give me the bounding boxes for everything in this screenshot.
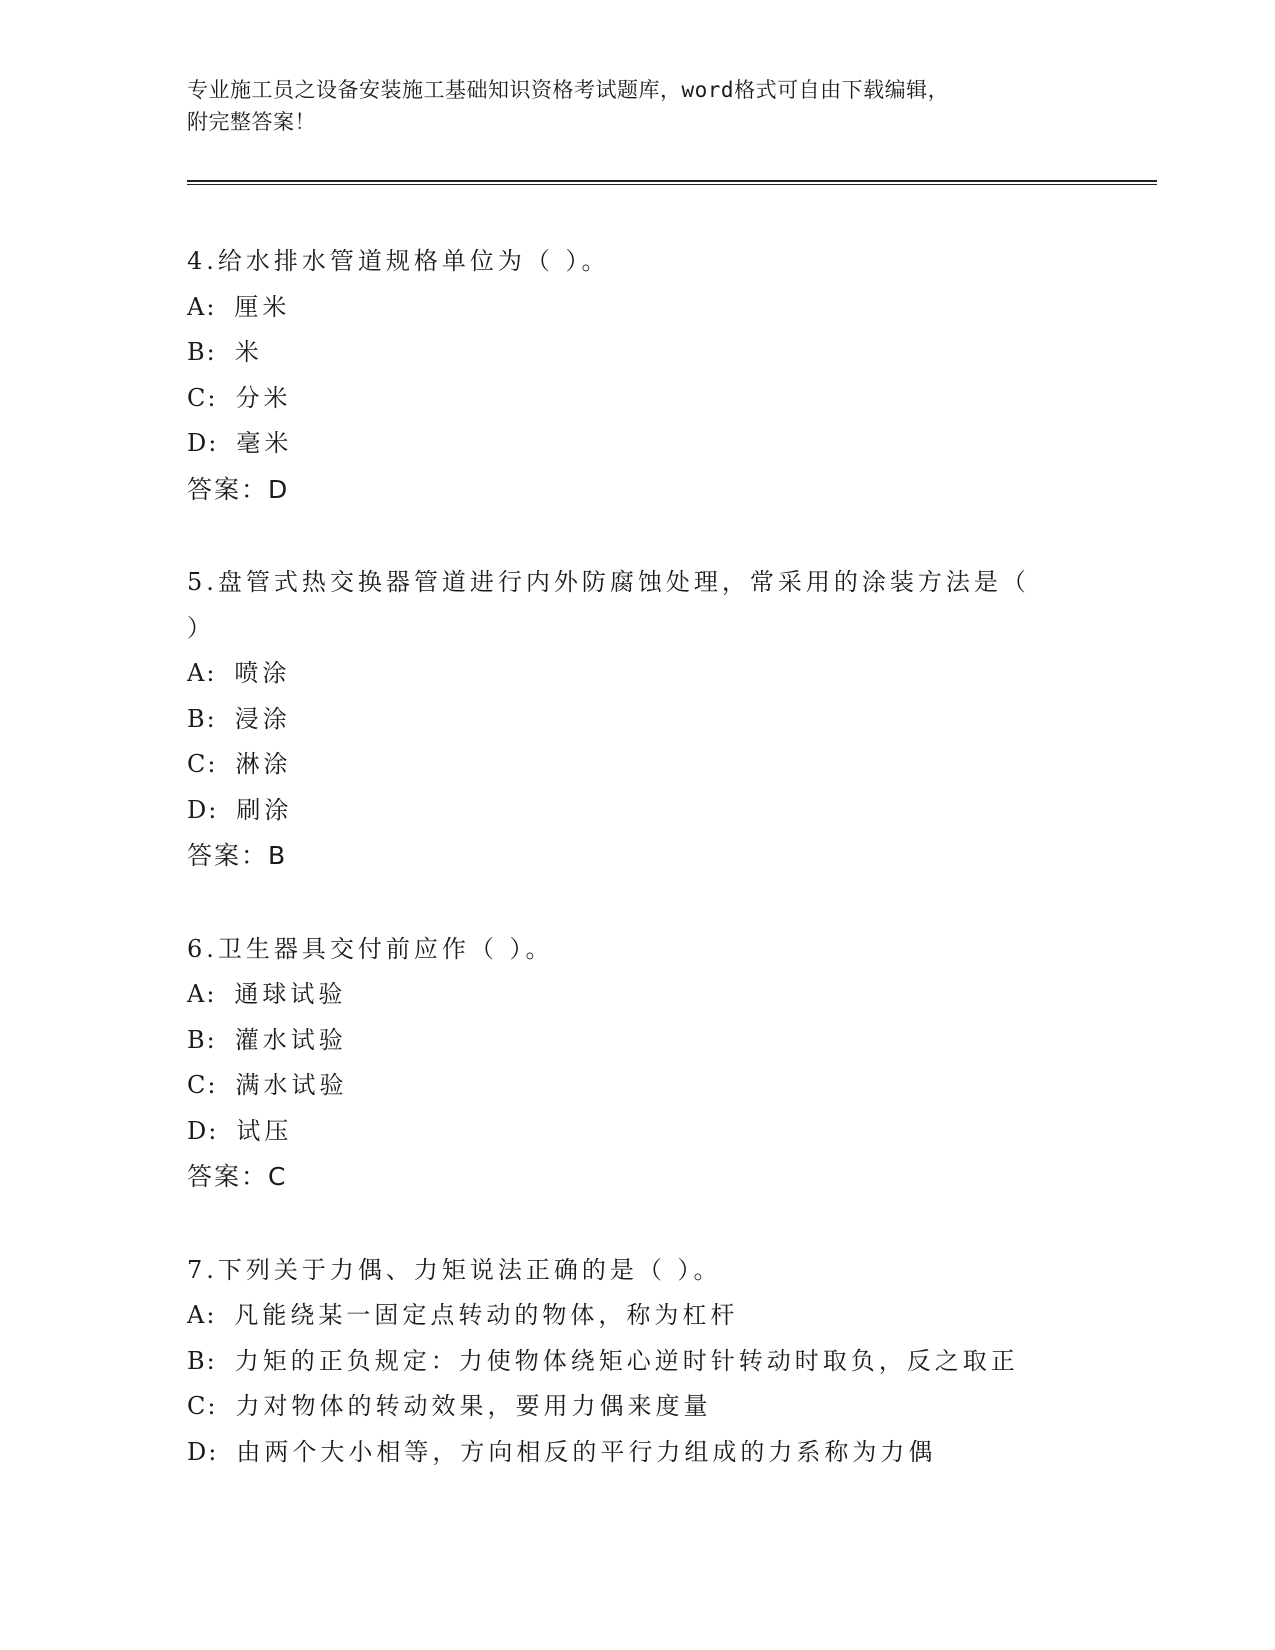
question-block xyxy=(187,560,1157,879)
option-text: 通球试验 xyxy=(234,980,347,1008)
option-letter: B: xyxy=(187,1346,217,1375)
answer-key: 答案：D xyxy=(187,474,290,504)
option-letter: A: xyxy=(187,980,217,1008)
option-letter: C: xyxy=(187,1392,218,1420)
question-stem: 5.盘管式热交换器管道进行内外防腐蚀处理，常采用的涂装方法是（ xyxy=(187,568,1030,596)
question-block xyxy=(187,927,1157,1200)
question-block xyxy=(187,1248,1157,1476)
option-letter: D: xyxy=(187,1437,219,1466)
question-stem: 6.卫生器具交付前应作（ ）。 xyxy=(187,934,554,963)
option-letter: D: xyxy=(187,429,219,457)
answer-option xyxy=(187,788,1157,834)
answer-option xyxy=(187,376,1157,422)
answer-option xyxy=(187,1293,1157,1339)
answer-option xyxy=(187,1018,1157,1064)
option-text: 力矩的正负规定：力使物体绕矩心逆时针转动时取负，反之取正 xyxy=(234,1346,1019,1375)
option-letter: D: xyxy=(187,1116,219,1145)
question-block xyxy=(187,239,1157,512)
option-letter: B: xyxy=(187,704,217,733)
question-list xyxy=(187,239,1157,1475)
question-stem: 7.下列关于力偶、力矩说法正确的是（ ）。 xyxy=(187,1255,722,1284)
answer-option xyxy=(187,1109,1157,1155)
option-text: 毫米 xyxy=(236,429,293,457)
answer-option xyxy=(187,1339,1157,1385)
document-page xyxy=(187,74,1157,1523)
option-text: 满水试验 xyxy=(235,1071,348,1099)
answer-option xyxy=(187,651,1157,697)
option-text: 浸涂 xyxy=(234,704,291,733)
answer-option xyxy=(187,330,1157,376)
option-text: 刷涂 xyxy=(236,795,293,824)
answer-key: 答案：B xyxy=(187,841,288,870)
option-text: 试压 xyxy=(236,1116,293,1145)
answer-key: 答案：C xyxy=(187,1162,288,1191)
question-stem: ） xyxy=(187,613,215,642)
option-text: 由两个大小相等，方向相反的平行力组成的力系称为力偶 xyxy=(236,1437,937,1466)
option-text: 分米 xyxy=(235,383,292,412)
option-letter: B: xyxy=(187,338,217,366)
answer-option xyxy=(187,972,1157,1018)
option-letter: B: xyxy=(187,1025,217,1054)
question-stem: 4.给水排水管道规格单位为（ ）。 xyxy=(187,247,610,275)
option-text: 米 xyxy=(234,338,263,366)
option-letter: C: xyxy=(187,750,218,778)
answer-option xyxy=(187,1430,1157,1476)
answer-option xyxy=(187,421,1157,467)
option-text: 淋涂 xyxy=(235,750,292,778)
header-line-2: 附完整答案！ xyxy=(187,110,316,134)
answer-option xyxy=(187,1063,1157,1109)
option-text: 厘米 xyxy=(234,292,291,321)
option-letter: A: xyxy=(187,292,217,321)
option-letter: A: xyxy=(187,659,217,687)
answer-option xyxy=(187,742,1157,788)
answer-option xyxy=(187,697,1157,743)
option-text: 凡能绕某一固定点转动的物体，称为杠杆 xyxy=(234,1301,739,1329)
option-letter: C: xyxy=(187,1071,218,1099)
header-divider xyxy=(187,180,1157,185)
answer-option xyxy=(187,285,1157,331)
option-text: 力对物体的转动效果，要用力偶来度量 xyxy=(235,1392,712,1420)
answer-option xyxy=(187,1384,1157,1430)
option-letter: A: xyxy=(187,1301,217,1329)
option-text: 灌水试验 xyxy=(234,1025,347,1054)
option-letter: D: xyxy=(187,795,219,824)
header-line-1: 专业施工员之设备安装施工基础知识资格考试题库，word格式可自由下载编辑， xyxy=(187,78,950,102)
option-letter: C: xyxy=(187,383,218,412)
option-text: 喷涂 xyxy=(234,659,291,687)
